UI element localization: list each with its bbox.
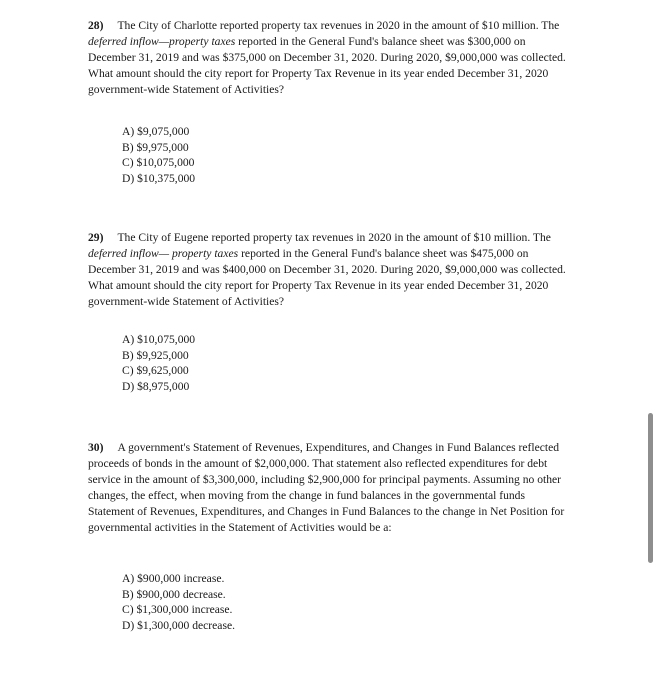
answer-option: A) $900,000 increase. bbox=[122, 572, 225, 585]
answer-option: C) $9,625,000 bbox=[122, 364, 189, 377]
question-text: reported in the General Fund's balance sheet was $300,000 on December 31, 2019 and was $375,000 on December 31, 2020. During 2020, $9,000,000 was collected. What amount should the city report for Property Tax Revenue in its year ended December 31, 2020 government-wide Statement of Activities? bbox=[88, 35, 566, 96]
answer-option: C) $1,300,000 increase. bbox=[122, 603, 233, 616]
question-number: 28) bbox=[88, 19, 104, 32]
answer-option: B) $9,925,000 bbox=[122, 348, 189, 362]
answer-option: D) $1,300,000 decrease. bbox=[122, 618, 235, 632]
question-italic-term: deferred inflow—property taxes bbox=[88, 35, 236, 48]
question-28 bbox=[88, 18, 568, 98]
answer-options-28 bbox=[122, 124, 195, 186]
vertical-scrollbar-thumb[interactable] bbox=[648, 413, 653, 563]
question-text: A government's Statement of Revenues, Expenditures, and Changes in Fund Balances reflected proceeds of bonds in the amount of $2,000,000. That statement also reflected expenditures for debt service in the amount of $3,300,000, including $2,900,000 for principal payments. Assuming no other changes, the effect, when moving from the change in fund balances in the governmental funds Statement of Revenues, Expenditures, and Changes in Fund Balances to the change in Net Position for governmental activities in the Statement of Activities would be a: bbox=[88, 441, 565, 534]
answer-option: A) $10,075,000 bbox=[122, 333, 196, 346]
question-text: The City of Eugene reported property tax revenues in 2020 in the amount of $10 million. The bbox=[117, 231, 551, 244]
answer-option: D) $10,375,000 bbox=[122, 171, 196, 185]
question-number: 30) bbox=[88, 441, 104, 454]
answer-options-30 bbox=[122, 571, 235, 633]
answer-options-29 bbox=[122, 332, 195, 394]
question-text: reported in the General Fund's balance sheet was $475,000 on December 31, 2019 and was $400,000 on December 31, 2020. During 2020, $9,000,000 was collected. What amount should the city report for Property Tax Revenue in its year ended December 31, 2020 government-wide Statement of Activities? bbox=[88, 247, 566, 308]
answer-option: A) $9,075,000 bbox=[122, 125, 190, 138]
question-italic-term: deferred inflow— property taxes bbox=[88, 247, 239, 260]
question-number: 29) bbox=[88, 231, 104, 244]
question-text: The City of Charlotte reported property tax revenues in 2020 in the amount of $10 million. The bbox=[117, 19, 560, 32]
answer-option: C) $10,075,000 bbox=[122, 156, 195, 169]
question-29 bbox=[88, 230, 568, 310]
answer-option: B) $900,000 decrease. bbox=[122, 587, 226, 601]
answer-option: D) $8,975,000 bbox=[122, 379, 190, 393]
question-30 bbox=[88, 440, 568, 536]
answer-option: B) $9,975,000 bbox=[122, 140, 189, 154]
